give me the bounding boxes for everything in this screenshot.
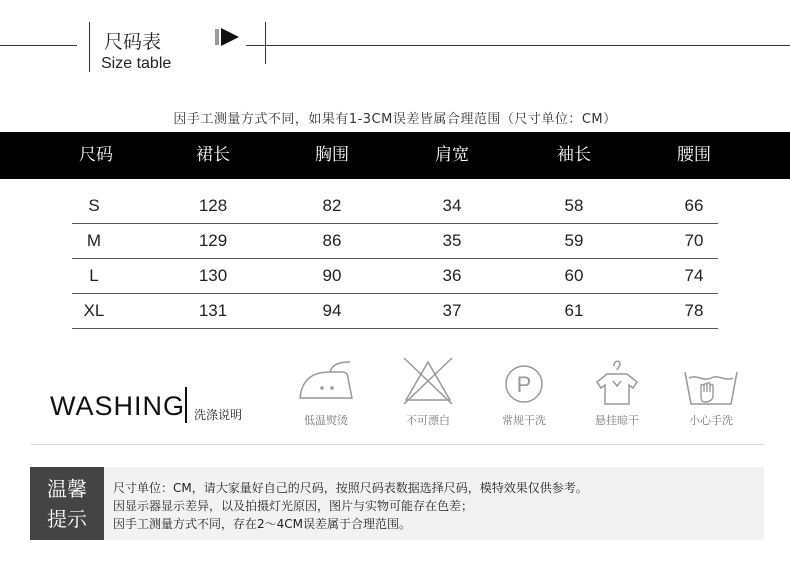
page-subtitle: Size table [101,55,172,72]
header-left-divider [89,22,90,72]
table-row [72,258,718,294]
table-row [72,293,718,329]
cell-length: 128 [198,196,228,215]
header-left-rule [0,45,77,46]
col-header-bust: 胸围 [315,145,349,165]
dry-clean-p-icon [488,356,560,406]
tips-label [30,467,104,540]
section-divider [30,444,764,445]
no-bleach-icon [392,356,464,406]
tips-label-line2: 提示 [47,507,87,531]
wash-label-iron: 低温熨烫 [304,414,348,427]
tip-line: 因显示器显示差异，以及拍摄灯光原因，图片与实物可能存在色差； [113,499,474,513]
cell-waist: 70 [684,231,704,250]
cell-size: S [88,196,100,215]
col-header-shoulder: 肩宽 [435,145,469,165]
cell-length: 130 [198,266,228,285]
cell-sleeve: 61 [564,301,584,320]
col-header-size: 尺码 [79,145,113,165]
col-header-length: 裙长 [196,145,230,165]
cell-waist: 78 [684,301,704,320]
hand-wash-icon [675,356,747,406]
cell-bust: 82 [322,196,342,215]
cell-waist: 74 [684,266,704,285]
col-header-sleeve: 袖长 [557,145,591,165]
play-arrow-icon [215,28,245,46]
page-title: 尺码表 [104,31,162,53]
iron-low-temp-icon [290,356,362,406]
cell-bust: 86 [322,231,342,250]
size-table-header [0,132,790,179]
table-row [72,223,718,259]
svg-text:P: P [516,372,532,397]
cell-shoulder: 36 [442,266,462,285]
cell-size: M [86,231,102,250]
wash-label-handwash: 小心手洗 [689,414,733,427]
tip-line: 尺寸单位：CM，请大家量好自己的尺码，按照尺码表数据选择尺码，模特效果仅供参考。 [113,481,588,495]
cell-sleeve: 59 [564,231,584,250]
cell-shoulder: 34 [442,196,462,215]
tips-label-line1: 温馨 [47,477,87,501]
header-right-rule [246,45,790,46]
cell-bust: 94 [322,301,342,320]
table-row [72,188,718,224]
measurement-note: 因手工测量方式不同，如果有1-3CM误差皆属合理范围（尺寸单位：CM） [173,112,617,127]
washing-divider [185,387,187,423]
col-header-waist: 腰围 [677,145,711,165]
cell-bust: 90 [322,266,342,285]
wash-label-dryclean: 常规干洗 [502,414,546,427]
cell-length: 131 [198,301,228,320]
wash-label-hang: 悬挂晾干 [595,414,639,427]
washing-subtitle: 洗涤说明 [194,408,243,422]
tip-line: 因手工测量方式不同，存在2～4CM误差属于合理范围。 [113,517,412,531]
cell-waist: 66 [684,196,704,215]
cell-sleeve: 60 [564,266,584,285]
cell-shoulder: 37 [442,301,462,320]
wash-label-bleach: 不可漂白 [406,414,450,427]
cell-size: L [89,266,99,285]
header-right-divider [265,22,266,64]
cell-sleeve: 58 [564,196,584,215]
cell-shoulder: 35 [442,231,462,250]
hang-dry-icon [581,356,653,406]
cell-length: 129 [198,231,228,250]
washing-title: WASHING [50,391,185,421]
cell-size: XL [83,301,105,320]
